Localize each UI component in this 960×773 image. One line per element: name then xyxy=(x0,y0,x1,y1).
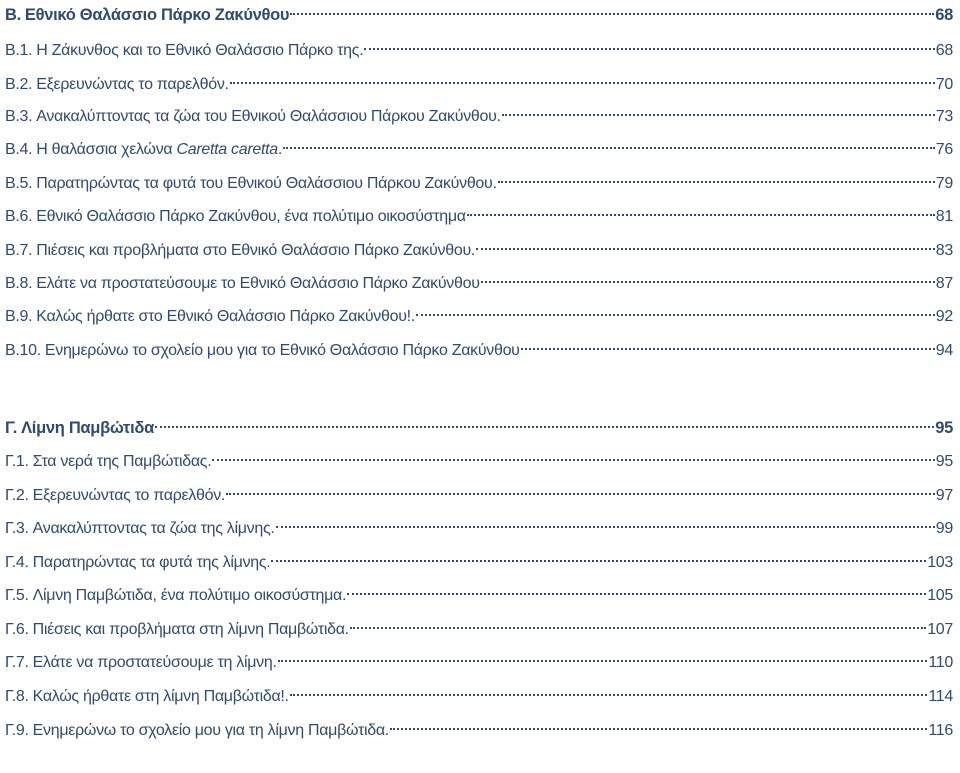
toc-page-number: 73 xyxy=(935,108,953,125)
dot-leader xyxy=(521,333,935,355)
toc-entry-title-text: Λίμνη Παμβώτιδα, ένα πολύτιμο οικοσύστημα. xyxy=(32,587,347,604)
toc-page-number: 68 xyxy=(935,6,953,24)
toc-entry-title xyxy=(25,4,289,26)
dot-leader xyxy=(155,411,934,433)
toc-entry[interactable] xyxy=(5,645,953,671)
toc-entry-title xyxy=(36,106,500,128)
toc-entry-title-text: Παρατηρώντας τα φυτά του Εθνικού Θαλάσσιου Πάρκου Ζακύνθου. xyxy=(36,175,497,192)
toc-entry-title-suffix: . xyxy=(277,141,282,158)
dot-leader xyxy=(390,713,927,735)
dot-leader xyxy=(481,266,935,288)
toc-page-number: 70 xyxy=(935,76,953,93)
toc-entry-title xyxy=(33,552,271,574)
toc-entry-number: Β.5. xyxy=(5,175,33,192)
toc-entry-number: Β.9. xyxy=(5,308,33,325)
toc-entry-title xyxy=(33,720,389,742)
toc-entry-title xyxy=(33,652,277,674)
toc-entry-title-text: Εξερευνώντας το παρελθόν. xyxy=(36,76,229,93)
toc-page-number: 81 xyxy=(935,208,953,225)
toc-entry[interactable] xyxy=(5,199,953,225)
toc-entry[interactable] xyxy=(5,132,953,158)
dot-leader xyxy=(364,33,934,55)
toc-page-number: 107 xyxy=(927,621,953,638)
toc-section-heading[interactable] xyxy=(5,411,953,437)
toc-entry-number: Β.4. xyxy=(5,141,33,158)
toc-page-number: 92 xyxy=(935,308,953,325)
dot-leader xyxy=(467,199,935,221)
toc-entry-title-text: Ανακαλύπτοντας τα ζώα του Εθνικού Θαλάσσιου Πάρκου Ζακύνθου. xyxy=(36,108,501,125)
dot-leader xyxy=(476,233,935,255)
toc-entry-number: Β.10. xyxy=(5,342,41,359)
toc-entry-title xyxy=(33,485,225,507)
toc-entry-title xyxy=(36,40,363,62)
toc-entry-number: Γ.4. xyxy=(5,554,29,571)
toc-page-number: 95 xyxy=(935,453,953,470)
toc-entry-title-italic: Caretta caretta xyxy=(176,141,278,158)
dot-leader xyxy=(230,67,935,89)
dot-leader xyxy=(498,166,935,188)
toc-entry-number: Γ. xyxy=(5,419,18,437)
toc-entry-title-text: Εξερευνώντας το παρελθόν. xyxy=(32,487,226,504)
toc-entry[interactable] xyxy=(5,679,953,705)
dot-leader xyxy=(271,545,926,567)
toc-entry-number: Γ.7. xyxy=(5,654,29,671)
toc-entry[interactable] xyxy=(5,166,953,192)
toc-entry-title xyxy=(36,273,479,295)
toc-entry[interactable] xyxy=(5,299,953,325)
toc-entry-number: Γ.9. xyxy=(5,722,29,739)
toc-entry[interactable] xyxy=(5,713,953,739)
toc-entry-title-text: Πιέσεις και προβλήματα στη λίμνη Παμβώτιδα. xyxy=(32,621,349,638)
toc-entry-title-text: Λίμνη Παμβώτιδα xyxy=(21,419,154,437)
toc-entry-title-text: Εθνικό Θαλάσσιο Πάρκο Ζακύνθου xyxy=(24,6,290,24)
toc-page-number: 99 xyxy=(935,520,953,537)
toc-entry[interactable] xyxy=(5,266,953,292)
toc-entry-title xyxy=(33,518,275,540)
toc-entry-number: Γ.1. xyxy=(5,453,29,470)
toc-entry[interactable] xyxy=(5,511,953,537)
toc-entry-number: Γ.5. xyxy=(5,587,29,604)
dot-leader xyxy=(226,478,935,500)
toc-section-heading[interactable] xyxy=(5,0,953,24)
toc-page-number: 95 xyxy=(935,419,953,437)
toc-entry-title xyxy=(36,206,465,228)
toc-entry-number: Γ.6. xyxy=(5,621,29,638)
toc-entry[interactable] xyxy=(5,612,953,638)
toc-page-number: 105 xyxy=(927,587,953,604)
toc-entry-title xyxy=(36,173,496,195)
dot-leader xyxy=(290,0,934,20)
toc-entry-number: Β.7. xyxy=(5,242,33,259)
toc-page-number: 114 xyxy=(928,688,953,705)
toc-page-number: 94 xyxy=(935,342,953,359)
toc-entry-number: Γ.8. xyxy=(5,688,29,705)
toc-entry-number: Β.1. xyxy=(5,42,33,59)
toc-page-number: 79 xyxy=(935,175,953,192)
toc-entry[interactable] xyxy=(5,444,953,470)
toc-entry-title xyxy=(33,585,346,607)
toc-entry[interactable] xyxy=(5,233,953,259)
toc-entry-number: Β.6. xyxy=(5,208,33,225)
toc-page-number: 68 xyxy=(935,42,953,59)
toc-entry-number: Β.2. xyxy=(5,76,33,93)
toc-entry-title-text: Η θαλάσσια χελώνα xyxy=(36,141,177,158)
toc-page-number: 83 xyxy=(935,242,953,259)
toc-entry[interactable] xyxy=(5,545,953,571)
toc-entry-title-text: Ανακαλύπτοντας τα ζώα της λίμνης. xyxy=(32,520,275,537)
toc-entry[interactable] xyxy=(5,99,953,125)
toc-entry[interactable] xyxy=(5,33,953,59)
toc-page-number: 116 xyxy=(928,722,953,739)
toc-entry-title xyxy=(36,139,282,161)
toc-page-number: 97 xyxy=(935,487,953,504)
dot-leader xyxy=(283,132,935,154)
toc-entry-title-text: Στα νερά της Παμβώτιδας. xyxy=(32,453,212,470)
toc-entry-title xyxy=(33,451,212,473)
toc-entry-title xyxy=(36,240,475,262)
dot-leader xyxy=(347,578,926,600)
toc-entry-title-text: Η Ζάκυνθος και το Εθνικό Θαλάσσιο Πάρκο της. xyxy=(36,42,364,59)
toc-entry-title-text: Ενημερώνω το σχολείο μου για το Εθνικό Θαλάσσιο Πάρκο Ζακύνθου xyxy=(44,342,520,359)
dot-leader xyxy=(290,679,928,701)
toc-page-number: 110 xyxy=(928,654,953,671)
toc-entry-number: Β.3. xyxy=(5,108,33,125)
toc-entry-number: Β.8. xyxy=(5,275,33,292)
toc-entry-title xyxy=(36,306,415,328)
dot-leader xyxy=(278,645,928,667)
toc-entry-title-text: Ελάτε να προστατεύσουμε τη λίμνη. xyxy=(32,654,277,671)
toc-entry-title-text: Ενημερώνω το σχολείο μου για τη λίμνη Παμβώτιδα. xyxy=(32,722,389,739)
toc-entry-title-text: Ελάτε να προστατεύσουμε το Εθνικό Θαλάσσιο Πάρκο Ζακύνθου xyxy=(36,275,480,292)
toc-entry-title-text: Καλώς ήρθατε στο Εθνικό Θαλάσσιο Πάρκο Ζακύνθου!. xyxy=(36,308,415,325)
toc-entry[interactable] xyxy=(5,67,953,93)
toc-page-number: 76 xyxy=(935,141,953,158)
toc-entry-title xyxy=(36,74,228,96)
dot-leader xyxy=(502,99,935,121)
dot-leader xyxy=(350,612,926,634)
toc-entry-title-text: Καλώς ήρθατε στη λίμνη Παμβώτιδα!. xyxy=(32,688,289,705)
dot-leader xyxy=(212,444,934,466)
toc-entry-number: Β. xyxy=(5,6,21,24)
toc-entry-number: Γ.3. xyxy=(5,520,29,537)
toc-page-number: 87 xyxy=(935,275,953,292)
dot-leader xyxy=(416,299,935,321)
toc-page-number: 103 xyxy=(927,554,953,571)
toc-entry[interactable] xyxy=(5,478,953,504)
toc-entry-title-text: Παρατηρώντας τα φυτά της λίμνης. xyxy=(32,554,271,571)
toc-entry[interactable] xyxy=(5,578,953,604)
toc-entry-title xyxy=(33,619,349,641)
dot-leader xyxy=(276,511,935,533)
toc-entry-title xyxy=(33,686,289,708)
toc-entry-title-text: Εθνικό Θαλάσσιο Πάρκο Ζακύνθου, ένα πολύτιμο οικοσύστημα xyxy=(36,208,466,225)
toc-entry-number: Γ.2. xyxy=(5,487,29,504)
toc-entry-title xyxy=(45,340,520,362)
toc-entry-title-text: Πιέσεις και προβλήματα στο Εθνικό Θαλάσσιο Πάρκο Ζακύνθου. xyxy=(36,242,476,259)
toc-entry[interactable] xyxy=(5,333,953,359)
toc-entry-title xyxy=(21,417,154,439)
